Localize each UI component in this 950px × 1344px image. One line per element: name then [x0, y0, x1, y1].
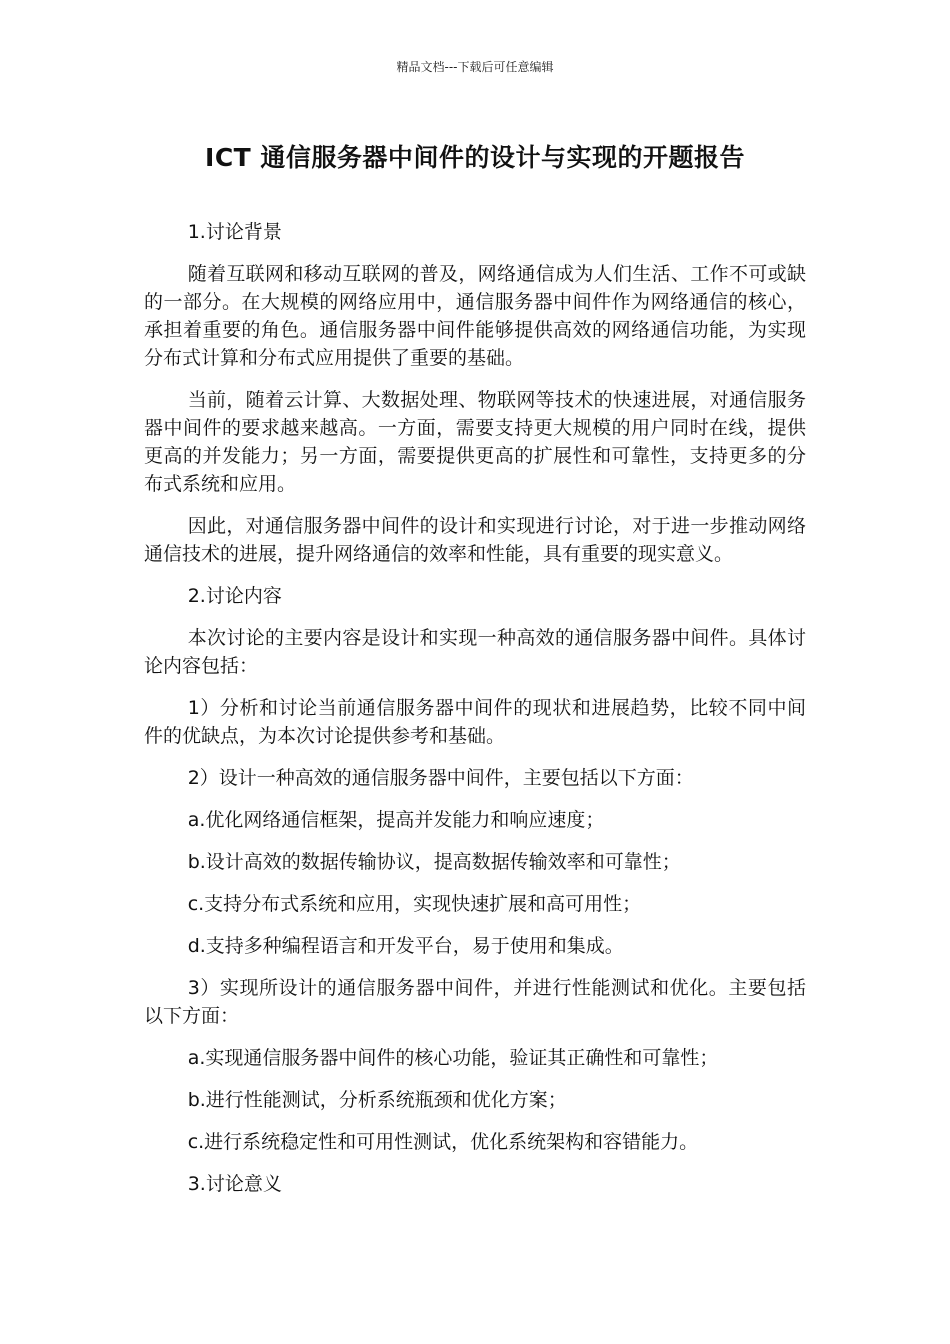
document-title: ICT 通信服务器中间件的设计与实现的开题报告	[205, 143, 745, 172]
page-header: 精品文档---下载后可任意编辑	[396, 60, 554, 74]
paragraph: 随着互联网和移动互联网的普及，网络通信成为人们生活、工作不可或缺的一部分。在大规模的网络应用中，通信服务器中间件作为网络通信的核心，承担着重要的角色。通信服务器中间件能够提供高效的网络通信功能，为实现分布式计算和分布式应用提供了重要的基础。	[144, 263, 806, 369]
list-item: 1）分析和讨论当前通信服务器中间件的现状和进展趋势，比较不同中间件的优缺点，为本次讨论提供参考和基础。	[144, 697, 806, 747]
list-item: 2）设计一种高效的通信服务器中间件，主要包括以下方面：	[187, 767, 694, 789]
sub-list-item: a.实现通信服务器中间件的核心功能，验证其正确性和可靠性；	[187, 1047, 719, 1069]
section-heading-background: 1.讨论背景	[187, 221, 282, 243]
paragraph: 本次讨论的主要内容是设计和实现一种高效的通信服务器中间件。具体讨论内容包括：	[144, 627, 806, 677]
section-heading-significance: 3.讨论意义	[187, 1173, 282, 1195]
section-heading-content: 2.讨论内容	[187, 585, 282, 607]
paragraph: 因此，对通信服务器中间件的设计和实现进行讨论，对于进一步推动网络通信技术的进展，提升网络通信的效率和性能，具有重要的现实意义。	[144, 515, 806, 565]
sub-list-item: c.进行系统稳定性和可用性测试，优化系统架构和容错能力。	[187, 1131, 699, 1153]
document-body	[144, 218, 806, 1212]
sub-list-item: b.设计高效的数据传输协议，提高数据传输效率和可靠性；	[187, 851, 681, 873]
sub-list-item: c.支持分布式系统和应用，实现快速扩展和高可用性；	[187, 893, 642, 915]
sub-list-item: d.支持多种编程语言和开发平台，易于使用和集成。	[187, 935, 624, 957]
list-item: 3）实现所设计的通信服务器中间件，并进行性能测试和优化。主要包括以下方面：	[144, 977, 806, 1027]
sub-list-item: b.进行性能测试，分析系统瓶颈和优化方案；	[187, 1089, 567, 1111]
paragraph: 当前，随着云计算、大数据处理、物联网等技术的快速进展，对通信服务器中间件的要求越来越高。一方面，需要支持更大规模的用户同时在线，提供更高的并发能力；另一方面，需要提供更高的扩展性和可靠性，支持更多的分布式系统和应用。	[144, 389, 806, 495]
sub-list-item: a.优化网络通信框架，提高并发能力和响应速度；	[187, 809, 605, 831]
